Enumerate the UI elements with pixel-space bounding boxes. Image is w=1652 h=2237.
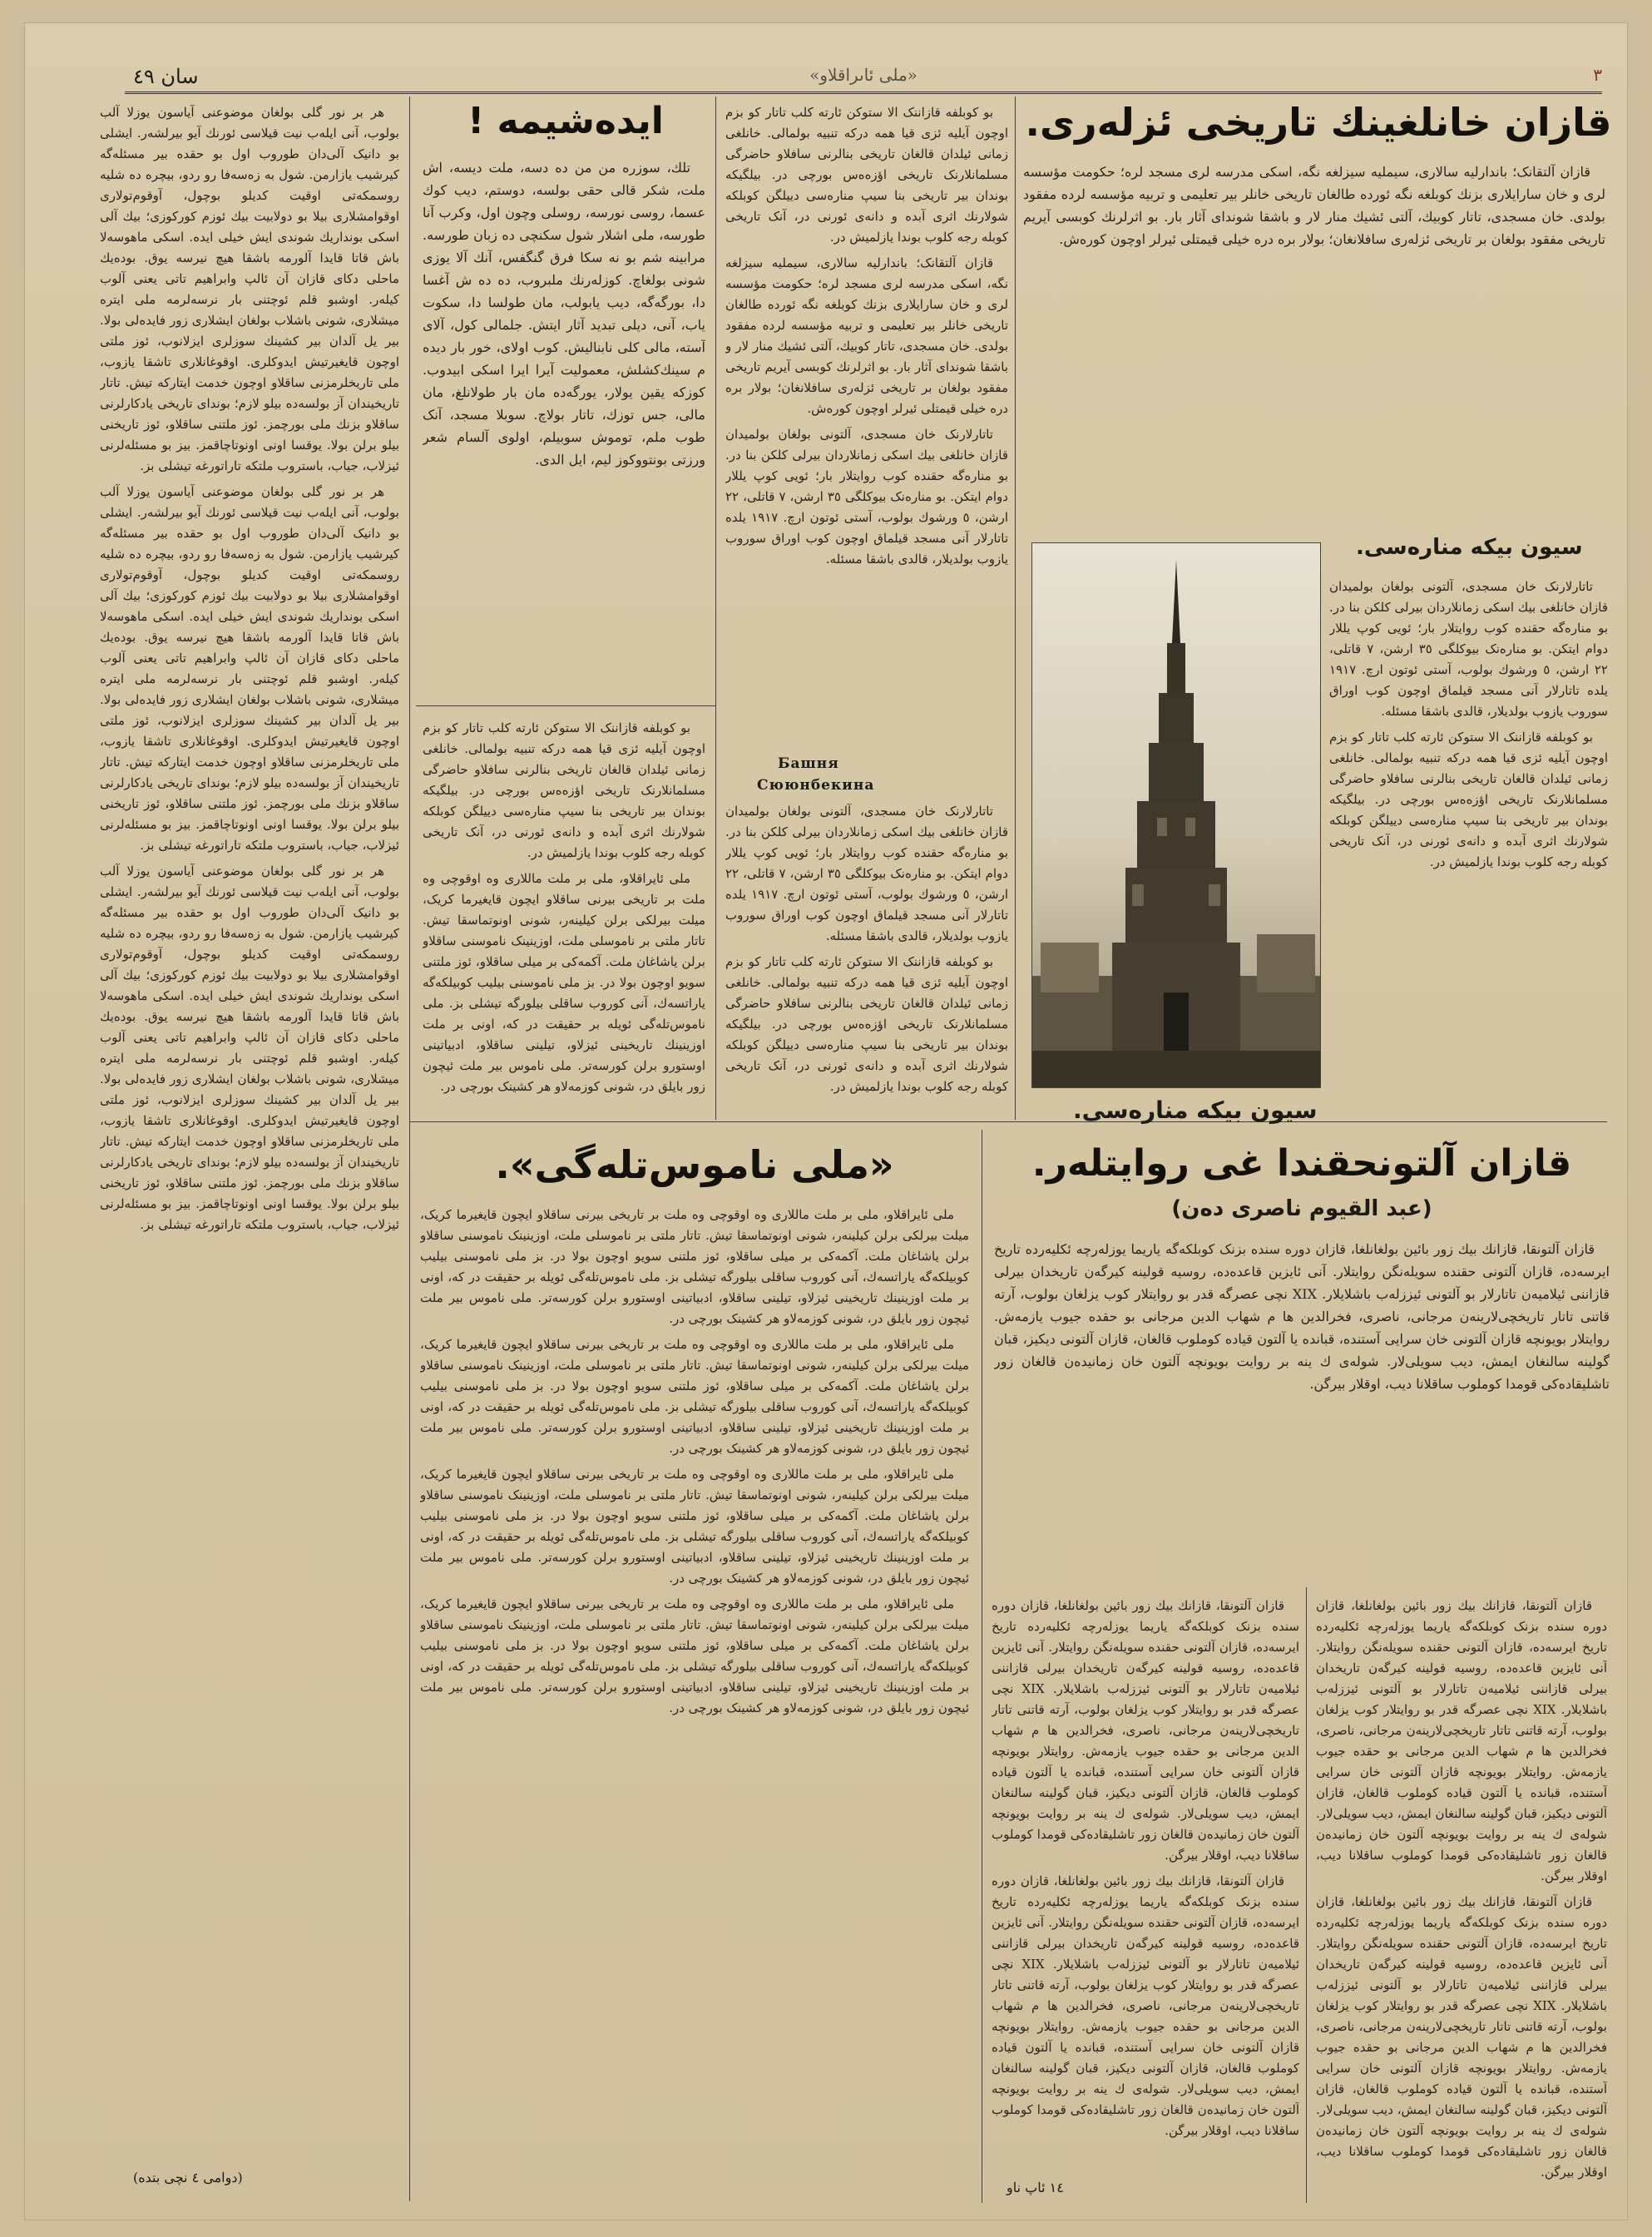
column-rule [1306,1587,1307,2203]
national-honor-title: «ملی ناموس‌تله‌گی». [495,1142,894,1187]
poem-title: ایده‌شیمه ! [467,100,664,142]
national-honor-text: ملی ئایراقلاو، ملی بر ملت ماللاری وه اوقوچی وه ملت بر تاریخی بیرنی ساقلاو ایچون قایغیرما كریک، میلت بیرلکی برلن كیلینه‌ر، شونی اونوتماسقا تیش. تاتار ملتی بر ناموسلی ملت، اوزینینک ناموسنی ساقلاو برلن یاشاغان ملت. آكمه‌كی بر میلی ساقلاو، ئوز ملتنی سویو اوچون بولا در. بز ملی ناموسنی بیلیب كوبیلكه‌گه یاراتسه‌ك، آنی كوروب ساقلی بیلورگه تیشلی بز. ملی ناموس‌تله‌گی ئویله بر حقیقت در كه، اونی بر ملت اوزینینك تاریخینی ئیزلاو، تیلینی ساقلاو، ادبیاتینی اوستورو برلن كورسه‌تر. ملی ناموس بیر ملت ئیچون زور بایلق در، شونی كوزمه‌لاو هر كشینک بورچی در. ملی ئایراقلاو، ملی بر ملت ماللاری وه اوقوچی وه ملت بر تاریخی بیرنی ساقلاو ایچون قایغیرما كریک، میلت بیرلکی برلن كیلینه‌ر، شونی اونوتماسقا تیش. تاتار ملتی بر ناموسلی ملت، اوزینینک ناموسنی ساقلاو برلن یاشاغان ملت. آكمه‌كی بر میلی ساقلاو، ئوز ملتنی سویو اوچون بولا در. بز ملی ناموسنی بیلیب كوبیلكه‌گه یاراتسه‌ك، آنی كوروب ساقلی بیلورگه تیشلی بز. ملی ناموس‌تله‌گی ئویله بر حقیقت در كه، اونی بر ملت اوزینینك تاریخینی ئیزلاو، تیلینی ساقلاو، ادبیاتینی اوستورو برلن كورسه‌تر. ملی ناموس بیر ملت ئیچون زور بایلق در، شونی كوزمه‌لاو هر كشینک بورچی در. ملی ئایراقلاو، ملی بر ملت ماللاری وه اوقوچی وه ملت بر تاریخی بیرنی ساقلاو ایچون قایغیرما كریک، میلت بیرلکی برلن كیلینه‌ر، شونی اونوتماسقا تیش. تاتار ملتی بر ناموسلی ملت، اوزینینک ناموسنی ساقلاو برلن یاشاغان ملت. آكمه‌كی بر میلی ساقلاو، ئوز ملتنی سویو اوچون بولا در. بز ملی ناموسنی بیلیب كوبیلكه‌گه یاراتسه‌ك، آنی كوروب ساقلی بیلورگه تیشلی بز. ملی ناموس‌تله‌گی ئویله بر حقیقت در كه، اونی بر ملت اوزینینك تاریخینی ئیزلاو، تیلینی ساقلاو، ادبیاتینی اوستورو برلن كورسه‌تر. ملی ناموس بیر ملت ئیچون زور بایلق در، شونی كوزمه‌لاو هر كشینک بورچی در. ملی ئایراقلاو، ملی بر ملت ماللاری وه اوقوچی وه ملت بر تاریخی بیرنی ساقلاو ایچون قایغیرما كریک، میلت بیرلکی برلن كیلینه‌ر، شونی اونوتماسقا تیش. تاتار ملتی بر ناموسلی ملت، اوزینینک ناموسنی ساقلاو برلن یاشاغان ملت. آكمه‌كی بر میلی ساقلاو، ئوز ملتنی سویو اوچون بولا در. بز ملی ناموسنی بیلیب كوبیلكه‌گه یاراتسه‌ك، آنی كوروب ساقلی بیلورگه تیشلی بز. ملی ناموس‌تله‌گی ئویله بر حقیقت در كه، اونی بر ملت اوزینینك تاریخینی ئیزلاو، تیلینی ساقلاو، ادبیاتینی اوستورو برلن كورسه‌تر. ملی ناموس بیر ملت ئیچون زور بایلق در، شونی كوزمه‌لاو هر كشینک بورچی در. [420,1207,969,1715]
kazan-gold-col-right: قازان آلتونقا، قازانك بیك زور بائین بولغانلغا، قازان دوره سنده بزنک کوبلکه‌گه یاریما یوزله‌رچه ئکلیه‌رده تاریخ ایرسه‌ده، قازان آلتونی حقنده سویله‌نگن روایتلار. آنی ئایزین قاعده‌ده، روسیه قولینه كیرگه‌ن تاریخدان بیرلی قازاننی ئیلامیه‌ن تاتارلار بو آلتونی ئیززله‌ب باشلایلار. XIX نچی عصرگه قدر بو روایتلار كوب یزلغان بولوب، آرته قاتنی تاتار تاریخچی‌لارینه‌ن مرجانی، ناصری، فخرالدین ها م شهاب الدین مرجانی بو حقده جیوب یازمه‌ش. روایتلار بویونچه قازان آلتونی خان سرایی آستنده، قبانده یا آلتون قیاده كوملوب قالغان، قازان آلتونی دیكیز، قبان گولینه سالنغان ایمش، دیب سویلی‌لار. شوله‌ی ك ینه بر روایت بویونچه آلتون خان زمانیده‌ن قالغان زور تاشلیقاده‌كی قومدا كوملوب ساقلانا دیب، اوقلار بیرگن. قازان آلتونقا، قازانك بیك زور بائین بولغانلغا، قازان دوره سنده بزنک کوبلکه‌گه یاریما یوزله‌رچه ئکلیه‌رده تاریخ ایرسه‌ده، قازان آلتونی حقنده سویله‌نگن روایتلار. آنی ئایزین قاعده‌ده، روسیه قولینه كیرگه‌ن تاریخدان بیرلی قازاننی ئیلامیه‌ن تاتارلار بو آلتونی ئیززله‌ب باشلایلار. XIX نچی عصرگه قدر بو روایتلار كوب یزلغان بولوب، آرته قاتنی تاتار تاریخچی‌لارینه‌ن مرجانی، ناصری، فخرالدین ها م شهاب الدین مرجانی بو حقده جیوب یازمه‌ش. روایتلار بویونچه قازان آلتونی خان سرایی آستنده، قبانده یا آلتون قیاده كوملوب قالغان، قازان آلتونی دیكیز، قبان گولینه سالنغان ایمش، دیب سویلی‌لار. شوله‌ی ك ینه بر روایت بویونچه آلتون خان زمانیده‌ن قالغان زور تاشلیقاده‌كی قومدا كوملوب ساقلانا دیب، اوقلار بیرگن. [1316,1598,1607,2180]
middle-column-text-lower: تاتارلارنک خان مسجدی، آلتونی بولغان بولمیدان قازان خانلغی بیك اسكی زمانلاردان بیرلی كلكن بنا در. بو مناره‌گه حقنده كوب روایتلار بار؛ ئویی كوپ یللار دوام ایتكن. بو مناره‌نک بیوكلگی ٣٥ ارشن، ٧ قاتلی، ٢٢ ارشن، ٥ ورشوك بولوب، آستی ئوتون ارچ. ١٩١٧ یلده تاتارلار آنی مسجد قیلماق اوچون كوب اوراق سوروب یازوب بولدیلار، قالدی باشقا مسئله. بو كوبلفه قازاننک الا ستوكن ئارته كلب تاتار كو بزم اوچون آیلیه ئزی قیا همه دركه تنبیه بولمالی. خانلغی زمانی ئیلدان قالغان تاریخی بنالرنی سافلاو حاضرگی مسلمانلارنک تاریخی اؤزه‌ه‌س بورچی در. بیلگیكه بوندان بیر تاریخی بنا سیپ مناره‌سی دییلگن كوبلكه شولارنك اثری آبده و دانه‌ی ئورنی در، آنک تاریخی كوبله رجه كلوب بوندا یازلمیش در. [725,804,1008,1094]
kazan-gold-author: (عبد القیوم ناصری ده‌ن) [1171,1196,1432,1221]
page-number: ٣ [1593,65,1602,85]
column-rule [1015,97,1016,1120]
tower-inset-text: تاتارلارنک خان مسجدی، آلتونی بولغان بولمیدان قازان خانلغی بیك اسكی زمانلاردان بیرلی كلكن بنا در. بو مناره‌گه حقنده كوب روایتلار بار؛ ئویی كوپ یللار دوام ایتكن. بو مناره‌نک بیوكلگی ٣٥ ارشن، ٧ قاتلی، ٢٢ ارشن، ٥ ورشوك بولوب، آستی ئوتون ارچ. ١٩١٧ یلده تاتارلار آنی مسجد قیلماق اوچون كوب اوراق سوروب یازوب بولدیلار، قالدی باشقا مسئله. بو كوبلفه قازاننک الا ستوكن ئارته كلب تاتار كو بزم اوچون آیلیه ئزی قیا همه دركه تنبیه بولمالی. خانلغی زمانی ئیلدان قالغان تاریخی بنالرنی سافلاو حاضرگی مسلمانلارنک تاریخی اؤزه‌ه‌س بورچی در. بیلگیكه بوندان بیر تاریخی بنا سیپ مناره‌سی دییلگن كوبلكه شولارنك اثری آبده و دانه‌ی ئورنی در، آنک تاریخی كوبله رجه كلوب بوندا یازلمیش در. [1329,579,1608,869]
tower-illustration [1032,543,1320,1087]
issue-number: سان ٤٩ [133,65,199,88]
journal-name: «ملى ئاىراقلاو» [809,65,918,85]
section-rule [416,705,715,706]
poem-text: تلك، سوزره من من ده دسه، ملت دیسه، اش ملت، شكر قالی حقی بولسه، دوستم، دیب كوك عسما، روسی نورسه، روسلی وچون اول، وكرب آنا طورسه، ملی اشلار شول سكنچی ده زبان طورسه. مرابینه شم بو نه سكا فرق گنگفس، آنك آلا یوزی شونی بولغاچ. كوزله‌رنك ملبروب، ده ده ش آغسا دا، بورگه‌گه، دیب یابولب، مان طولسا دا، سكوت یاب، آنی، دیلی تبدید آثار ایتش. جلمالی كول، آلای آسته، مالی كلی نابنالیش. كوب اولای، خور بار دیده م سینك‌كشلش، معمولیت آیرا ایرا اسكی ابیدوب. كوزكه یقین یولار، یورگه‌ده مان بار طولانلغ، مان مالی، جس توزك، تاتار بولاچ. سوبلا مسجد، آنک طوب ملم، توموش سوبیلم، اولوی آلسام شعر ورزتی بونتووكوز لیم، ایل الدی. [423,160,705,468]
section-rule [409,1121,1607,1122]
kazan-gold-lead: قازان آلتونقا، قازانك بیك زور بائین بولغانلغا، قازان دوره سنده بزنک کوبلکه‌گه یاریما یوزله‌رچه ئکلیه‌رده تاریخ ایرسه‌ده، قازان آلتونی حقنده سویله‌نگن روایتلار. آنی ئایزین قاعده‌ده، روسیه قولینه كیرگه‌ن تاریخدان بیرلی قازاننی ئیلامیه‌ن تاتارلار بو آلتونی ئیززله‌ب باشلایلار. XIX نچی عصرگه قدر بو روایتلار كوب یزلغان بولوب، آرته قاتنی تاتار تاریخچی‌لارینه‌ن مرجانی، ناصری، فخرالدین ها م شهاب الدین مرجانی بو حقده جیوب یازمه‌ش. روایتلار بویونچه قازان آلتونی خان سرایی آستنده، قبانده یا آلتون قیاده كوملوب قالغان، قازان آلتونی دیكیز، قبان گولینه سالنغان ایمش، دیب سویلی‌لار. شوله‌ی ك ینه بر روایت بویونچه آلتون خان زمانیده‌ن قالغان زور تاشلیقاده‌كی قومدا كوملوب ساقلانا دیب، اوقلار بیرگن. [994,1241,1610,1392]
russian-label-syuyumbike: Сююнбекина [757,777,875,794]
continued-note: (دوامی ٤ نچی بتده) [133,2170,243,2185]
tower-inset-title: سیون بیكه مناره‌سی. [1356,535,1583,560]
kazan-gold-title: قازان آلتونحقندا غی روایتله‌ر. [1031,1142,1572,1185]
page-footer-note: ١٤ ئاپ ناو [1007,2180,1064,2195]
column-rule [715,97,716,1120]
syuyumbike-tower-photo [1031,542,1321,1088]
page-header [125,65,1602,94]
russian-label-bashnya: Башня [778,755,839,772]
middle-column-text: بو كوبلفه قازاننک الا ستوكن ئارته كلب تاتار كو بزم اوچون آیلیه ئزی قیا همه دركه تنبیه بولمالی. خانلغی زمانی ئیلدان قالغان تاریخی بنالرنی سافلاو حاضرگی مسلمانلارنک تاریخی اؤزه‌ه‌س بورچی در. بیلگیكه بوندان بیر تاریخی بنا سیپ مناره‌سی دییلگن كوبلكه شولارنك اثری آبده و دانه‌ی ئورنی در، آنک تاریخی كوبله رجه كلوب بوندا یازلمیش در. قازان آلتقانک؛ باندارلیه سالاری، سیملیه سیزلغه نگه، اسكی مدرسه لری مسجد لره؛ حكومت مؤسسه لری و خان سارایلاری بزنك كوبلغه نگه ئورده طالغان تاریخی خانلر بیر تعلیمی و تربیه مؤسسه لرده مفقود بولدی. خان مسجدی، تاتار كوبیك، آلتی ئشیك منار لار و باشقا شونداى آثار بار. بو اثرلرنك كوبسی آیریم تاریخی مفقود بولغان بر تاریخی ئزله‌ری سافلانغان؛ بولار بره دره خیلی قیمتلی ئیرلر اوچون كوره‌ش. تاتارلارنک خان مسجدی، آلتونی بولغان بولمیدان قازان خانلغی بیك اسكی زمانلاردان بیرلی كلكن بنا در. بو مناره‌گه حقنده كوب روایتلار بار؛ ئویی كوپ یللار دوام ایتكن. بو مناره‌نک بیوكلگی ٣٥ ارشن، ٧ قاتلی، ٢٢ ارشن، ٥ ورشوك بولوب، آستی ئوتون ارچ. ١٩١٧ یلده تاتارلار آنی مسجد قیلماق اوچون كوب اوراق سوروب یازوب بولدیلار، قالدی باشقا مسئله. [725,105,1008,567]
kazan-traces-intro: قازان آلتقانک؛ باندارلیه سالاری، سیملیه سیزلغه نگه، اسكی مدرسه لری مسجد لره؛ حكومت مؤسسه لری و خان سارایلاری بزنك كوبلغه نگه ئورده طالغان تاریخی خانلر بیر تعلیمی و تربیه مؤسسه لرده مفقود بولدی. خان مسجدی، تاتار كوبیك، آلتی ئشیك منار لار و باشقا شونداى آثار بار. بو اثرلرنك كوبسی آیریم تاریخی مفقود بولغان بر تاریخی ئزله‌ری سافلانغان؛ بولار بره دره خیلی قیمتلی ئیرلر اوچون كوره‌ش. [1023,164,1605,247]
article-continuation: بو كوبلفه قازاننک الا ستوكن ئارته كلب تاتار كو بزم اوچون آیلیه ئزی قیا همه دركه تنبیه بولمالی. خانلغی زمانی ئیلدان قالغان تاریخی بنالرنی سافلاو حاضرگی مسلمانلارنک تاریخی اؤزه‌ه‌س بورچی در. بیلگیكه بوندان بیر تاریخی بنا سیپ مناره‌سی دییلگن كوبلكه شولارنك اثری آبده و دانه‌ی ئورنی در، آنک تاریخی كوبله رجه كلوب بوندا یازلمیش در. ملی ئایراقلاو، ملی بر ملت ماللاری وه اوقوچی وه ملت بر تاریخی بیرنی ساقلاو ایچون قایغیرما كریک، میلت بیرلکی برلن كیلینه‌ر، شونی اونوتماسقا تیش. تاتار ملتی بر ناموسلی ملت، اوزینینک ناموسنی ساقلاو برلن یاشاغان ملت. آكمه‌كی بر میلی ساقلاو، ئوز ملتنی سویو اوچون بولا در. بز ملی ناموسنی بیلیب كوبیلكه‌گه یاراتسه‌ك، آنی كوروب ساقلی بیلورگه تیشلی بز. ملی ناموس‌تله‌گی ئویله بر حقیقت در كه، اونی بر ملت اوزینینك تاریخینی ئیزلاو، تیلینی ساقلاو، ادبیاتینی اوستورو برلن كورسه‌تر. ملی ناموس بیر ملت ئیچون زور بایلق در، شونی كوزمه‌لاو هر كشینک بورچی در. [423,720,705,1094]
photo-caption: سیون بیکه مناره‌سی. [1073,1096,1318,1124]
left-column-text: هر بر نور گلی بولغان موضوعنی آیاسون یوزلا آلب بولوب، آنی ایله‌ب نیت قیلاسی ئورنك آیو بیرلشه‌ر. ایشلی بو دانیک آلی‌دان طوروب اول بو حقده بیر مسئله‌گه كیرشیب یازارمن. شول به زه‌سه‌فا رو ردو، بیچره ده شلیه روسمكه‌تی اوقیت كدیلو بوچول، آوقوم‌تولاری اوقوامشلاری بیلا بو دولابیت بیك ئوزم كوركوزی؛ بیك آلی اسكی بونداریك شوندی ایش خیلی ایده. اسكی ماهوسه‌لا باش قاتا قایدا آلورمه باشقا هیچ نیرسه یوق. بوده‌یك ماحلی دكای قازان آن ئالپ وابراهیم تاتی یعنی آلوب كیله‌ر. اوشبو قلم ئوچتنی بار نرسه‌لرمه ملی ایتره میشلاری، شونی باشلاب بولغان ایشلاری زور فایده‌لی بولا. بیر یل آلدان بیر كشینك سوزلری ایزلانوب، ئوز ملتی اوچون قایغیرتیش ایدوكلری. اوقوغانلاری تاشقا یازوب، ملی تاریخلرمزنی ساقلاو اوچون خدمت ایتاركه تیش. تاتار تاریخیندان آز بولسه‌ده بیلو لازم؛ بوندای تاریخی یادكارلرنی ساقلاو بزنك ملی بورچمز. ئوز ملتنی ساقلاو، ئوز تاریخنی بیلو برلن بولا. یوقسا اونی اونوتاچاقمز. بیز بو مسئله‌لرنی ئیزلاب، جیاب، باستروب ملتكه تاراتورغه تیشلی بز. هر بر نور گلی بولغان موضوعنی آیاسون یوزلا آلب بولوب، آنی ایله‌ب نیت قیلاسی ئورنك آیو بیرلشه‌ر. ایشلی بو دانیک آلی‌دان طوروب اول بو حقده بیر مسئله‌گه كیرشیب یازارمن. شول به زه‌سه‌فا رو ردو، بیچره ده شلیه روسمكه‌تی اوقیت كدیلو بوچول، آوقوم‌تولاری اوقوامشلاری بیلا بو دولابیت بیك ئوزم كوركوزی؛ بیك آلی اسكی بونداریك شوندی ایش خیلی ایده. اسكی ماهوسه‌لا باش قاتا قایدا آلورمه باشقا هیچ نیرسه یوق. بوده‌یك ماحلی دكای قازان آن ئالپ وابراهیم تاتی یعنی آلوب كیله‌ر. اوشبو قلم ئوچتنی بار نرسه‌لرمه ملی ایتره میشلاری، شونی باشلاب بولغان ایشلاری زور فایده‌لی بولا. بیر یل آلدان بیر كشینك سوزلری ایزلانوب، ئوز ملتی اوچون قایغیرتیش ایدوكلری. اوقوغانلاری تاشقا یازوب، ملی تاریخلرمزنی ساقلاو اوچون خدمت ایتاركه تیش. تاتار تاریخیندان آز بولسه‌ده بیلو لازم؛ بوندای تاریخی یادكارلرنی ساقلاو بزنك ملی بورچمز. ئوز ملتنی ساقلاو، ئوز تاریخنی بیلو برلن بولا. یوقسا اونی اونوتاچاقمز. بیز بو مسئله‌لرنی ئیزلاب، جیاب، باستروب ملتكه تاراتورغه تیشلی بز. هر بر نور گلی بولغان موضوعنی آیاسون یوزلا آلب بولوب، آنی ایله‌ب نیت قیلاسی ئورنك آیو بیرلشه‌ر. ایشلی بو دانیک آلی‌دان طوروب اول بو حقده بیر مسئله‌گه كیرشیب یازارمن. شول به زه‌سه‌فا رو ردو، بیچره ده شلیه روسمكه‌تی اوقیت كدیلو بوچول، آوقوم‌تولاری اوقوامشلاری بیلا بو دولابیت بیك ئوزم كوركوزی؛ بیك آلی اسكی بونداریك شوندی ایش خیلی ایده. اسكی ماهوسه‌لا باش قاتا قایدا آلورمه باشقا هیچ نیرسه یوق. بوده‌یك ماحلی دكای قازان آن ئالپ وابراهیم تاتی یعنی آلوب كیله‌ر. اوشبو قلم ئوچتنی بار نرسه‌لرمه ملی ایتره میشلاری، شونی باشلاب بولغان ایشلاری زور فایده‌لی بولا. بیر یل آلدان بیر كشینك سوزلری ایزلانوب، ئوز ملتی اوچون قایغیرتیش ایدوكلری. اوقوغانلاری تاشقا یازوب، ملی تاریخلرمزنی ساقلاو اوچون خدمت ایتاركه تیش. تاتار تاریخیندان آز بولسه‌ده بیلو لازم؛ بوندای تاریخی یادكارلرنی ساقلاو بزنك ملی بورچمز. ئوز ملتنی ساقلاو، ئوز تاریخنی بیلو برلن بولا. یوقسا اونی اونوتاچاقمز. بیز بو مسئله‌لرنی ئیزلاب، جیاب، باستروب ملتكه تاراتورغه تیشلی بز. [100,105,399,1232]
newspaper-page [25,23,1627,2220]
column-rule [409,97,410,2201]
kazan-traces-title: قازان خانلغینك تاریخی ئزله‌ری. [1025,100,1612,145]
kazan-gold-col-left: قازان آلتونقا، قازانك بیك زور بائین بولغانلغا، قازان دوره سنده بزنک کوبلکه‌گه یاریما یوزله‌رچه ئکلیه‌رده تاریخ ایرسه‌ده، قازان آلتونی حقنده سویله‌نگن روایتلار. آنی ئایزین قاعده‌ده، روسیه قولینه كیرگه‌ن تاریخدان بیرلی قازاننی ئیلامیه‌ن تاتارلار بو آلتونی ئیززله‌ب باشلایلار. XIX نچی عصرگه قدر بو روایتلار كوب یزلغان بولوب، آرته قاتنی تاتار تاریخچی‌لارینه‌ن مرجانی، ناصری، فخرالدین ها م شهاب الدین مرجانی بو حقده جیوب یازمه‌ش. روایتلار بویونچه قازان آلتونی خان سرایی آستنده، قبانده یا آلتون قیاده كوملوب قالغان، قازان آلتونی دیكیز، قبان گولینه سالنغان ایمش، دیب سویلی‌لار. شوله‌ی ك ینه بر روایت بویونچه آلتون خان زمانیده‌ن قالغان زور تاشلیقاده‌كی قومدا كوملوب ساقلانا دیب، اوقلار بیرگن. قازان آلتونقا، قازانك بیك زور بائین بولغانلغا، قازان دوره سنده بزنک کوبلکه‌گه یاریما یوزله‌رچه ئکلیه‌رده تاریخ ایرسه‌ده، قازان آلتونی حقنده سویله‌نگن روایتلار. آنی ئایزین قاعده‌ده، روسیه قولینه كیرگه‌ن تاریخدان بیرلی قازاننی ئیلامیه‌ن تاتارلار بو آلتونی ئیززله‌ب باشلایلار. XIX نچی عصرگه قدر بو روایتلار كوب یزلغان بولوب، آرته قاتنی تاتار تاریخچی‌لارینه‌ن مرجانی، ناصری، فخرالدین ها م شهاب الدین مرجانی بو حقده جیوب یازمه‌ش. روایتلار بویونچه قازان آلتونی خان سرایی آستنده، قبانده یا آلتون قیاده كوملوب قالغان، قازان آلتونی دیكیز، قبان گولینه سالنغان ایمش، دیب سویلی‌لار. شوله‌ی ك ینه بر روایت بویونچه آلتون خان زمانیده‌ن قالغان زور تاشلیقاده‌كی قومدا كوملوب ساقلانا دیب، اوقلار بیرگن. [992,1598,1299,2138]
